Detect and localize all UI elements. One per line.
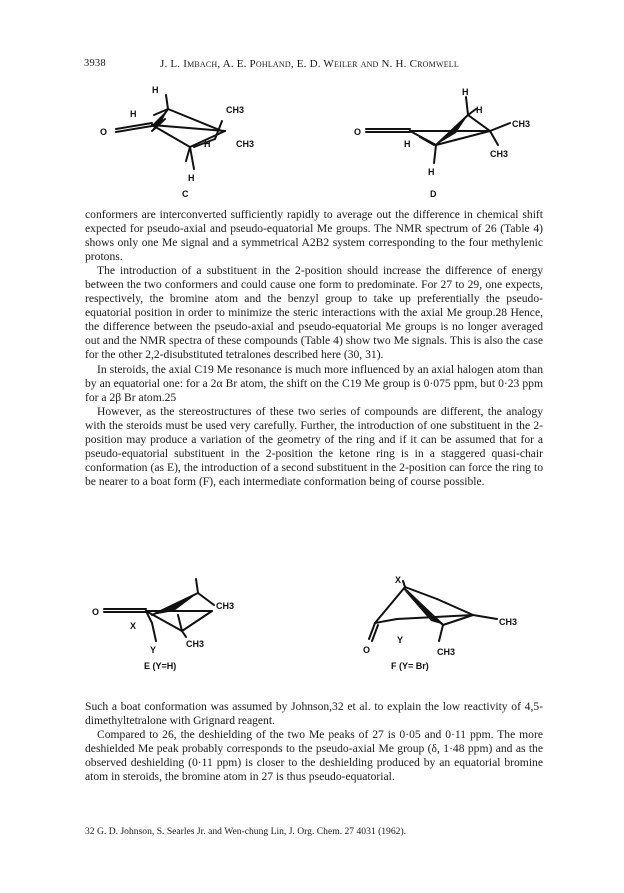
running-authors: J. L. Imbach, A. E. Pohland, E. D. Weiler and N. H. Cromwell [160, 58, 459, 70]
figure-d-label: D [430, 189, 437, 199]
d-atom-o: O [354, 127, 362, 137]
figure-d [350, 85, 550, 210]
c-atom-ch3-right: CH3 [236, 139, 255, 149]
figure-f-label: F (Y= Br) [391, 661, 429, 671]
c-atom-h-top: H [152, 85, 159, 95]
paragraph: conformers are interconverted sufficiently rapidly to average out the difference in chemical shift expected for pseudo-axial and pseudo-equatorial Me groups. The NMR spectrum of 26 (Table 4) shows only one Me signal and a symmetrical A2B2 system corresponding to the four methylenic protons. [85, 208, 543, 264]
c-atom-h-mid: H [204, 139, 211, 149]
e-atom-y: Y [150, 645, 157, 655]
d-atom-h-left: H [404, 139, 411, 149]
paragraph: The introduction of a substituent in the 2-position should increase the difference of energy between the two conformers and could cause one form to predominate. For 27 to 29, one expects, respectively, the bromine atom and the benzyl group to take up preferentially the pseudo-equatorial position in order to minimize the steric interactions with the axial Me group.28 Hence, the difference between the pseudo-axial and pseudo-equatorial Me groups is no longer averaged out and the NMR spectra of these compounds (Table 4) show two Me signals. This is also the case for the other 2,2-disubstituted tetralones described here (30, 31). [85, 264, 543, 362]
figure-e-label: E (Y=H) [144, 661, 177, 671]
d-atom-h-bottom: H [428, 167, 435, 177]
figure-f [345, 575, 545, 680]
conformer-f-structure [345, 575, 545, 675]
c-atom-o: O [100, 127, 108, 137]
page-number: 3938 [84, 58, 106, 69]
figure-c [90, 85, 290, 210]
paragraph: Such a boat conformation was assumed by Johnson,32 et al. to explain the low reactivity of 4,5-dimethyltetralone with Grignard reagent. [85, 700, 543, 728]
figure-e [90, 575, 290, 680]
e-atom-ch3-bottom: CH3 [186, 639, 205, 649]
conformer-c-structure [90, 85, 290, 205]
c-atom-ch3-top: CH3 [226, 105, 245, 115]
conformer-d-structure [350, 85, 550, 205]
paragraph: Compared to 26, the deshielding of the two Me peaks of 27 is 0·05 and 0·11 ppm. The more deshielded Me peak probably corresponds to the pseudo-axial Me group (δ, 1·48 ppm) and as the observed deshielding (0·11 ppm) is closer to the deshielding produced by an equatorial bromine atom in steroids, the bromine atom in 27 is thus pseudo-equatorial. [85, 728, 543, 784]
f-atom-y: Y [397, 635, 404, 645]
e-atom-x: X [130, 621, 137, 631]
body-text-top [85, 208, 543, 489]
d-atom-ch3-bottom: CH3 [490, 149, 509, 159]
f-atom-o: O [363, 645, 371, 655]
figure-c-label: C [182, 189, 189, 199]
f-atom-ch3-bottom: CH3 [437, 647, 456, 657]
e-atom-o: O [92, 607, 100, 617]
d-atom-h-right: H [476, 105, 483, 115]
d-atom-h-top: H [462, 87, 469, 97]
f-atom-ch3-right: CH3 [499, 617, 518, 627]
c-atom-h-left: H [130, 109, 137, 119]
footnote: 32 G. D. Johnson, S. Searles Jr. and Wen-chung Lin, J. Org. Chem. 27 4031 (1962). [85, 826, 407, 837]
e-atom-ch3-top: CH3 [216, 601, 235, 611]
c-atom-h-bottom: H [188, 173, 195, 183]
d-atom-ch3-top: CH3 [512, 119, 531, 129]
paragraph: In steroids, the axial C19 Me resonance is much more influenced by an axial halogen atom than by an equatorial one: for a 2α Br atom, the shift on the C19 Me group is 0·075 ppm, but 0·23 ppm for a 2β Br atom.25 [85, 362, 543, 404]
f-atom-x: X [395, 575, 402, 585]
conformer-e-structure [90, 575, 290, 675]
paragraph: However, as the stereostructures of these two series of compounds are different, the analogy with the steroids must be used very carefully. Further, the introduction of one substituent in the 2-position may produce a variation of the geometry of the ring and if it can be assumed that for a pseudo-equatorial substituent in the 2-position the ketone ring is in a staggered quasi-chair conformation (as E), the introduction of a second substituent in the 2-position can force the ring to be nearer to a boat form (F), each intermediate conformation being of course possible. [85, 404, 543, 488]
body-text-bottom [85, 700, 543, 784]
